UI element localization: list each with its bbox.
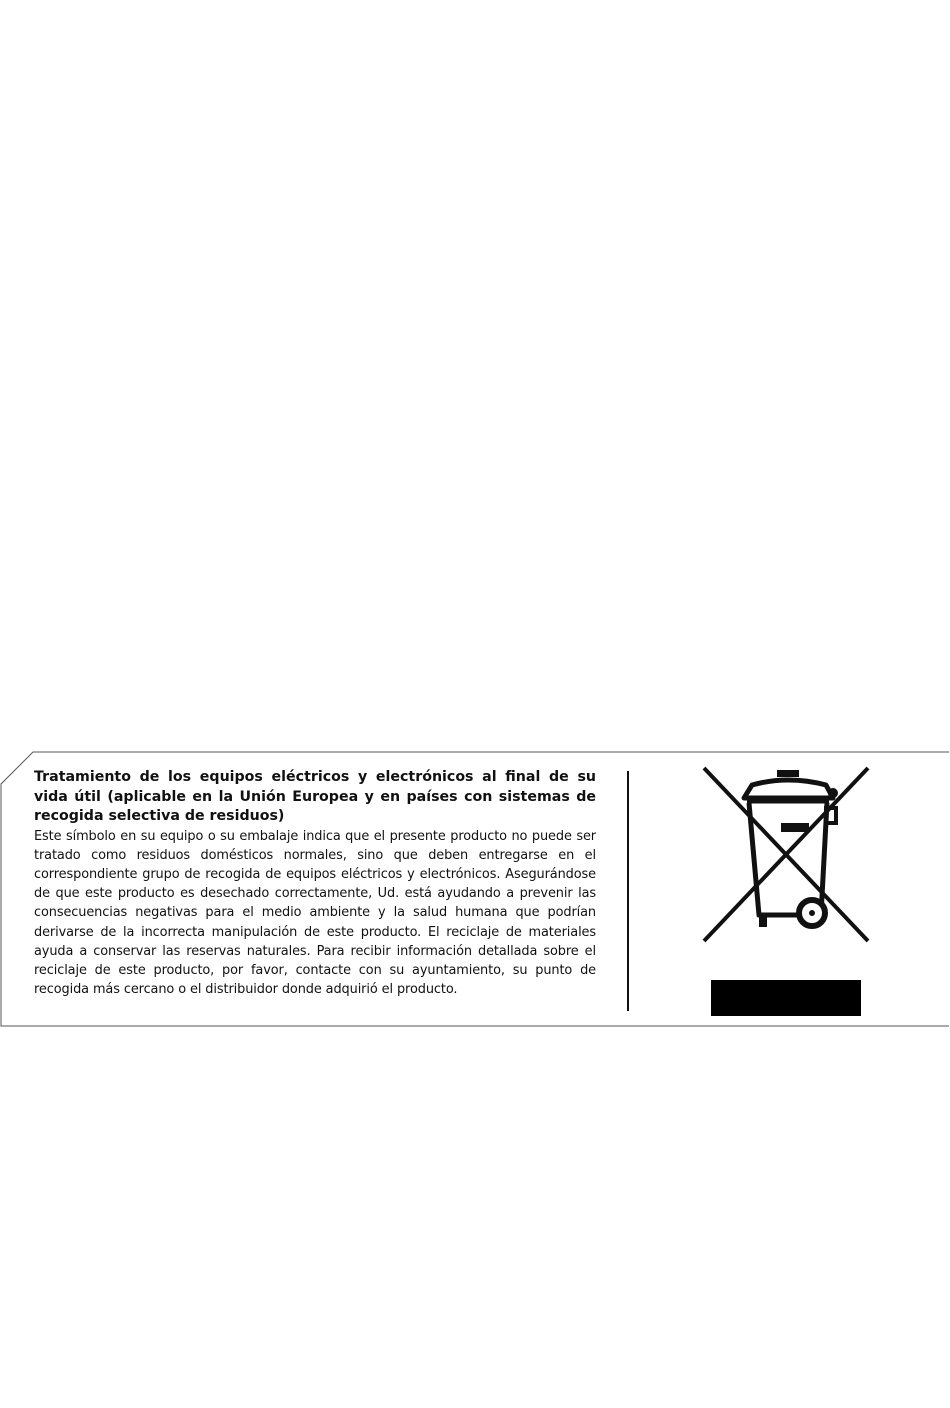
vertical-divider (627, 771, 629, 1011)
notice-title: Tratamiento de los equipos eléctricos y electrónicos al final de su vida útil (aplicable en la Unión Europea y en países con sistemas de recogida selectiva de residuos) (34, 769, 596, 824)
notice-body: Este símbolo en su equipo o su embalaje indica que el presente producto no puede ser tratado como residuos domésticos normales, sino que deben entregarse en el correspondiente grupo de recogida de equipos eléctricos y electrónicos. Asegurándose de que este producto es desechado correctamente, Ud. está ayudando a prevenir las consecuencias negativas para el medio ambiente y la salud humana que podrían derivarse de la incorrecta manipulación de este producto. El reciclaje de materiales ayuda a conservar las reservas naturales. Para recibir información detallada sobre el reciclaje de este producto, por favor, contacte con su ayuntamiento, su punto de recogida más cercano o el distribuidor donde adquirió el producto. (34, 828, 596, 998)
separate-collection-bar (711, 980, 861, 1016)
notice-text-column (34, 768, 596, 999)
crossed-out-wheelie-bin-icon (700, 765, 872, 943)
